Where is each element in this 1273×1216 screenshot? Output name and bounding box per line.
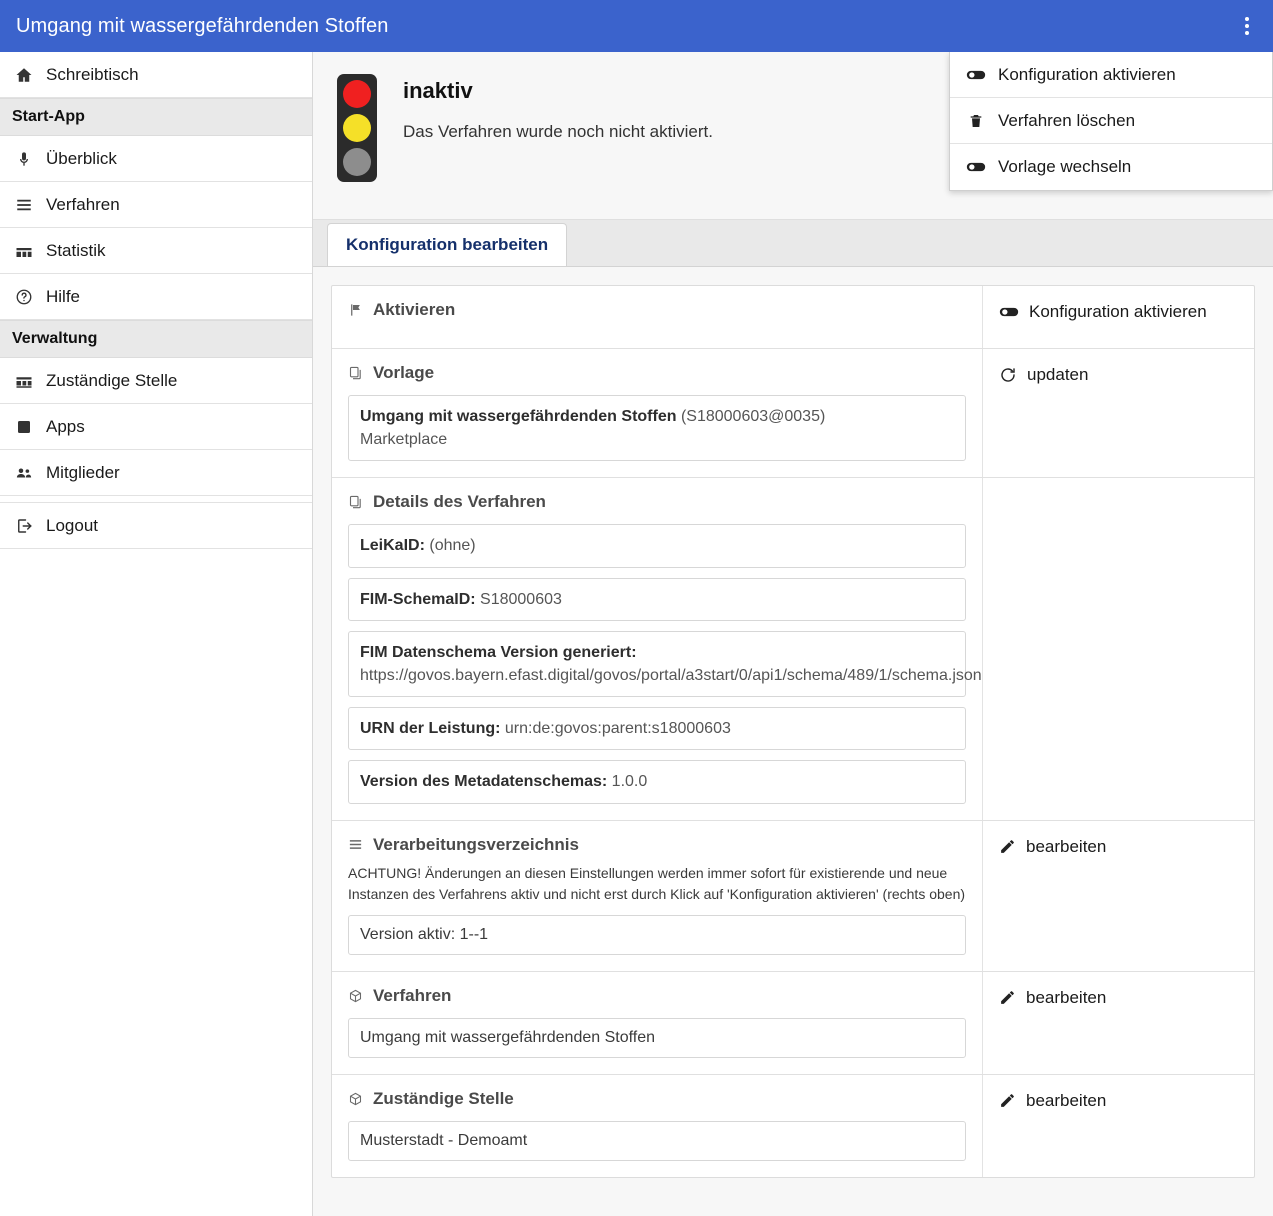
pencil-icon (999, 989, 1016, 1006)
vorlage-name: Umgang mit wassergefährdenden Stoffen (360, 408, 677, 425)
trash-icon (966, 112, 986, 130)
traffic-light-yellow (343, 114, 371, 142)
section-title (348, 835, 966, 855)
status-description: Das Verfahren wurde noch nicht aktiviert. (403, 122, 713, 141)
section-vorlage (332, 349, 1254, 478)
menu-item-verfahren-loeschen[interactable] (950, 98, 1272, 144)
bank-icon (14, 371, 34, 391)
sidebar-item-label: Überblick (46, 148, 117, 168)
section-title (348, 300, 966, 320)
toggle-icon (966, 160, 986, 174)
tab-strip (313, 220, 1273, 267)
detail-label: FIM Datenschema Version generiert: (360, 643, 637, 661)
sidebar-item-label: Mitglieder (46, 462, 120, 482)
flag-icon (348, 302, 363, 318)
tab-label: Konfiguration bearbeiten (346, 235, 549, 254)
sidebar-item-label: Logout (46, 515, 98, 535)
sidebar-item-schreibtisch[interactable] (0, 52, 312, 98)
sidebar-section-label: Start-App (12, 108, 85, 125)
detail-value: S18000603 (480, 590, 562, 608)
section-aktivieren-left (332, 286, 982, 348)
section-verarbeitungsverzeichnis-left (332, 821, 982, 971)
activate-configuration-button[interactable] (999, 302, 1244, 322)
sidebar-item-label: Schreibtisch (46, 64, 139, 84)
sidebar-item-mitglieder[interactable] (0, 450, 312, 496)
konfiguration-panel (331, 285, 1255, 1178)
edit-zustaendige-stelle-button[interactable] (999, 1091, 1244, 1111)
tab-konfiguration-bearbeiten[interactable] (327, 223, 567, 266)
section-title-label: Details des Verfahren (373, 492, 546, 512)
section-title (348, 1089, 966, 1109)
microphone-icon (14, 149, 34, 169)
sidebar (0, 52, 313, 1216)
section-zustaendige-stelle (332, 1075, 1254, 1177)
section-title (348, 363, 966, 383)
sidebar-item-zustaendige-stelle[interactable] (0, 358, 312, 404)
section-details-right (982, 478, 1254, 819)
section-title-label: Aktivieren (373, 300, 456, 319)
action-label: bearbeiten (1026, 987, 1107, 1007)
section-title (348, 986, 966, 1006)
verfahren-value: Umgang mit wassergefährdenden Stoffen (348, 1018, 966, 1058)
edit-verfahren-button[interactable] (999, 988, 1244, 1008)
section-details-left (332, 478, 982, 819)
section-vorlage-right (982, 349, 1254, 477)
detail-label: LeiKaID: (360, 537, 425, 555)
detail-label: Version des Metadatenschemas: (360, 773, 608, 791)
menu-item-label: Verfahren löschen (998, 110, 1136, 130)
update-template-button[interactable] (999, 365, 1244, 385)
pencil-icon (999, 1092, 1016, 1109)
sidebar-item-verfahren[interactable] (0, 182, 312, 228)
section-title-label: Vorlage (373, 363, 435, 382)
section-title-label: Verarbeitungsverzeichnis (373, 834, 579, 854)
menu-item-konfiguration-aktivieren[interactable] (950, 52, 1272, 98)
menu-item-label: Vorlage wechseln (998, 157, 1132, 176)
status-text-block (377, 74, 713, 142)
sidebar-item-hilfe[interactable] (0, 274, 312, 320)
detail-row (348, 578, 966, 621)
detail-value: (ohne) (429, 537, 476, 555)
list-icon (14, 195, 34, 215)
section-details (332, 478, 1254, 820)
detail-label: URN der Leistung: (360, 720, 501, 738)
chart-icon (14, 241, 34, 261)
section-verfahren (332, 972, 1254, 1075)
section-title-label: Verfahren (373, 985, 452, 1005)
detail-row (348, 707, 966, 750)
detail-value: 1.0.0 (611, 773, 648, 791)
menu-item-label: Konfiguration aktivieren (998, 64, 1176, 84)
section-title (348, 492, 966, 512)
cube-icon (348, 1091, 363, 1107)
traffic-light (337, 74, 377, 182)
pencil-icon (999, 838, 1016, 855)
action-label: bearbeiten (1026, 836, 1107, 856)
action-label: bearbeiten (1026, 1090, 1107, 1110)
action-label: Konfiguration aktivieren (1029, 302, 1207, 321)
section-zustaendige-stelle-left (332, 1075, 982, 1177)
cube-icon (348, 988, 363, 1004)
vorlage-source: Marketplace (360, 431, 448, 449)
list-icon (348, 837, 363, 852)
vorlage-field (348, 395, 966, 461)
copy-icon (348, 494, 363, 510)
section-title-label: Zuständige Stelle (373, 1088, 514, 1108)
sidebar-item-statistik[interactable] (0, 228, 312, 274)
page-title: Umgang mit wassergefährdenden Stoffen (16, 15, 389, 37)
sidebar-item-label: Apps (46, 416, 85, 436)
section-zustaendige-stelle-right (982, 1075, 1254, 1177)
top-app-bar (0, 0, 1273, 52)
context-menu (949, 52, 1273, 191)
edit-verarbeitungsverzeichnis-button[interactable] (999, 837, 1244, 857)
toggle-icon (999, 305, 1019, 319)
traffic-light-red (343, 80, 371, 108)
main-area (313, 52, 1273, 1216)
section-verfahren-right (982, 972, 1254, 1074)
detail-row (348, 760, 966, 803)
vorlage-id: (S18000603@0035) (680, 408, 826, 425)
status-badge: inaktiv (403, 78, 473, 103)
verarbeitungsverzeichnis-value: Version aktiv: 1--1 (348, 915, 966, 955)
help-circle-icon (14, 287, 34, 307)
sidebar-item-label: Verfahren (46, 194, 120, 214)
home-icon (14, 65, 34, 85)
content-scroll[interactable] (313, 267, 1273, 1216)
sidebar-section-label: Verwaltung (12, 330, 98, 347)
action-label: updaten (1027, 365, 1089, 384)
sidebar-item-apps[interactable] (0, 404, 312, 450)
copy-icon (348, 365, 363, 381)
sidebar-section-start-app (0, 98, 312, 136)
section-verarbeitungsverzeichnis-right (982, 821, 1254, 971)
sidebar-item-label: Zuständige Stelle (46, 370, 178, 390)
traffic-light-grey (343, 148, 371, 176)
sidebar-item-logout[interactable] (0, 503, 312, 549)
section-verfahren-left (332, 972, 982, 1074)
kebab-menu-icon[interactable] (1235, 14, 1259, 38)
detail-value: https://govos.bayern.efast.digital/govos/portal/a3start/0/api1/schema/489/1/schema.json (360, 666, 982, 684)
logout-icon (14, 516, 34, 536)
refresh-icon (999, 366, 1017, 384)
menu-item-vorlage-wechseln[interactable] (950, 144, 1272, 190)
body-split (0, 52, 1273, 1216)
section-verarbeitungsverzeichnis (332, 821, 1254, 972)
users-icon (14, 463, 34, 483)
zustaendige-stelle-value: Musterstadt - Demoamt (348, 1121, 966, 1161)
detail-value: urn:de:govos:parent:s18000603 (504, 720, 731, 738)
section-aktivieren-right (982, 286, 1254, 348)
detail-row (348, 631, 982, 697)
sidebar-divider (0, 496, 312, 503)
section-vorlage-left (332, 349, 982, 477)
sidebar-section-verwaltung (0, 320, 312, 358)
warning-text: ACHTUNG! Änderungen an diesen Einstellungen werden immer sofort für existierende und neue Instanzen des Verfahrens aktiv und nicht erst durch Klick auf 'Konfiguration aktivieren' (rechts oben) (348, 864, 966, 902)
detail-label: FIM-SchemaID: (360, 590, 476, 608)
apps-icon (14, 417, 34, 437)
sidebar-item-ueberblick[interactable] (0, 136, 312, 182)
section-aktivieren (332, 286, 1254, 349)
sidebar-item-label: Statistik (46, 240, 106, 260)
sidebar-item-label: Hilfe (46, 286, 81, 306)
detail-row (348, 524, 966, 567)
toggle-icon (966, 68, 986, 82)
